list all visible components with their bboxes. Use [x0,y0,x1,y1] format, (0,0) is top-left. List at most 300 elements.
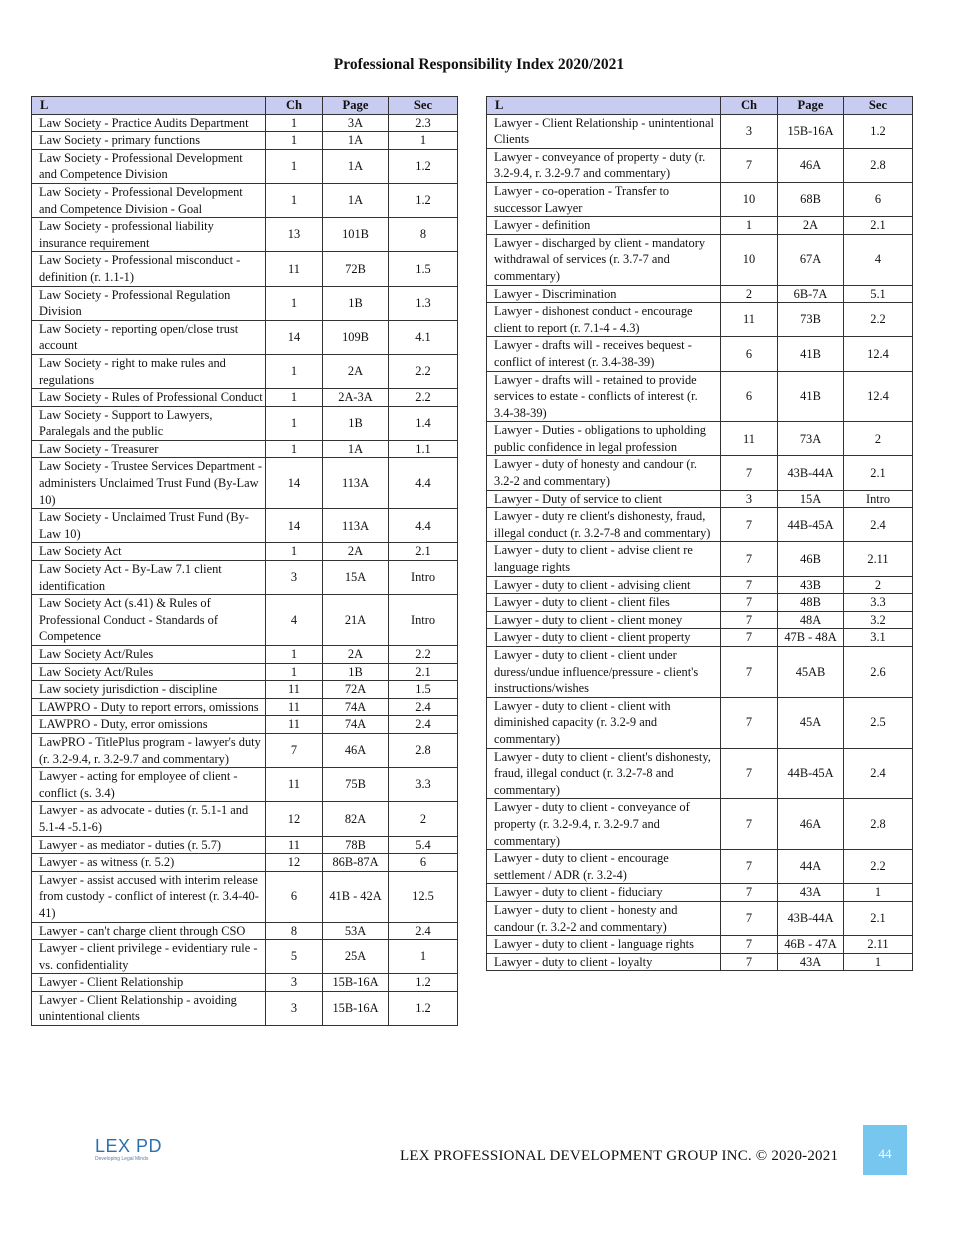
chapter-cell: 7 [721,629,778,647]
page-cell: 21A [323,595,389,646]
chapter-cell: 11 [266,681,323,699]
section-cell: 1 [844,953,913,971]
page-cell: 75B [323,768,389,802]
section-cell: 1.2 [389,974,458,992]
page-cell: 43B-44A [778,901,844,935]
table-row [487,182,913,216]
section-cell: 2.1 [844,217,913,235]
table-row [487,697,913,748]
page-cell: 2A [323,646,389,664]
section-cell: 2.2 [844,303,913,337]
section-cell: 2.1 [389,663,458,681]
table-row [32,871,458,922]
page-cell: 53A [323,922,389,940]
table-row [32,320,458,354]
chapter-cell: 1 [266,646,323,664]
chapter-cell: 10 [721,182,778,216]
index-entry: Lawyer - duty to client - conveyance of property (r. 3.2-9.4, r. 3.2-9.7 and commentary) [487,799,721,850]
chapter-cell: 14 [266,458,323,509]
page-cell: 1A [323,149,389,183]
index-table-right [486,96,913,971]
table-row [487,901,913,935]
index-entry: Law Society Act/Rules [32,646,266,664]
chapter-cell: 3 [266,974,323,992]
index-entry: Lawyer - duty to client - fiduciary [487,884,721,902]
page-cell: 41B [778,371,844,422]
section-cell: 1 [389,132,458,150]
column-header-page: Page [323,97,389,115]
page-cell: 109B [323,320,389,354]
table-row [487,114,913,148]
chapter-cell: 7 [721,542,778,576]
page-cell: 72A [323,681,389,699]
section-cell: 2.4 [844,748,913,799]
index-entry: Lawyer - duty to client - encourage settlement / ADR (r. 3.2-4) [487,850,721,884]
table-row [487,629,913,647]
section-cell: 2.11 [844,542,913,576]
table-row [32,132,458,150]
table-row [32,406,458,440]
index-entry: Lawyer - dishonest conduct - encourage client to report (r. 7.1-4 - 4.3) [487,303,721,337]
page-cell: 72B [323,252,389,286]
page-cell: 1B [323,406,389,440]
index-entry: Lawyer - can't charge client through CSO [32,922,266,940]
page-cell: 44A [778,850,844,884]
page-cell: 73A [778,422,844,456]
page-cell: 74A [323,716,389,734]
section-cell: 2.1 [844,901,913,935]
section-cell: 2.1 [389,543,458,561]
chapter-cell: 7 [721,884,778,902]
chapter-cell: 1 [721,217,778,235]
section-cell: Intro [389,561,458,595]
table-row [487,337,913,371]
page-cell: 2A [323,543,389,561]
table-row [32,836,458,854]
chapter-cell: 3 [721,114,778,148]
page-cell: 101B [323,218,389,252]
page-cell: 41B [778,337,844,371]
index-entry: Law Society Act [32,543,266,561]
page-cell: 46B - 47A [778,936,844,954]
section-cell: 1.5 [389,681,458,699]
table-row [32,974,458,992]
chapter-cell: 6 [266,871,323,922]
table-row [487,647,913,698]
index-entry: Lawyer - duty to client - advise client re language rights [487,542,721,576]
chapter-cell: 11 [266,698,323,716]
index-entry: Lawyer - Client Relationship - avoiding unintentional clients [32,991,266,1025]
section-cell: 2.8 [844,148,913,182]
page-cell: 43B-44A [778,456,844,490]
page-cell: 113A [323,458,389,509]
index-entry: Law Society - right to make rules and regulations [32,354,266,388]
chapter-cell: 7 [721,148,778,182]
index-entry: Law Society - Trustee Services Department - administers Unclaimed Trust Fund (By-Law 10) [32,458,266,509]
table-row [487,490,913,508]
table-row [487,611,913,629]
table-row [487,148,913,182]
index-entry: Lawyer - co-operation - Transfer to successor Lawyer [487,182,721,216]
table-row [32,354,458,388]
page-cell: 43B [778,576,844,594]
table-row [32,149,458,183]
section-cell: 2.8 [389,733,458,767]
section-cell: 1.4 [389,406,458,440]
chapter-cell: 7 [721,456,778,490]
table-row [32,940,458,974]
index-entry: LawPRO - TitlePlus program - lawyer's duty (r. 3.2-9.4, r. 3.2-9.7 and commentary) [32,733,266,767]
page-cell: 43A [778,884,844,902]
section-cell: 2.4 [389,698,458,716]
section-cell: 4.4 [389,458,458,509]
logo-tagline: Developing Legal Minds [95,1156,149,1162]
page-cell: 15B-16A [323,974,389,992]
index-entry: Law Society - Professional misconduct - definition (r. 1.1-1) [32,252,266,286]
table-row [32,252,458,286]
section-cell: 1.2 [389,183,458,217]
table-row [32,440,458,458]
index-entry: Lawyer - conveyance of property - duty (r. 3.2-9.4, r. 3.2-9.7 and commentary) [487,148,721,182]
page-cell: 46A [778,148,844,182]
chapter-cell: 1 [266,114,323,132]
index-entry: Lawyer - duty to client - honesty and candour (r. 3.2-2 and commentary) [487,901,721,935]
page-cell: 48A [778,611,844,629]
chapter-cell: 7 [721,901,778,935]
chapter-cell: 4 [266,595,323,646]
section-cell: 1 [844,884,913,902]
page-cell: 1A [323,183,389,217]
index-entry: Law Society - professional liability insurance requirement [32,218,266,252]
section-cell: 2.2 [844,850,913,884]
page-title: Professional Responsibility Index 2020/2021 [333,56,625,73]
index-entry: Law Society - Unclaimed Trust Fund (By-Law 10) [32,509,266,543]
table-row [32,698,458,716]
column-header-ch: Ch [721,97,778,115]
column-header-ch: Ch [266,97,323,115]
section-cell: 1.2 [389,149,458,183]
section-cell: 8 [389,218,458,252]
page-cell: 1A [323,440,389,458]
index-entry: Law Society - Treasurer [32,440,266,458]
index-entry: Law Society - Practice Audits Department [32,114,266,132]
page-cell: 45AB [778,647,844,698]
chapter-cell: 6 [721,337,778,371]
chapter-cell: 7 [721,936,778,954]
chapter-cell: 14 [266,320,323,354]
chapter-cell: 7 [721,611,778,629]
column-header-sec: Sec [389,97,458,115]
table-row [487,799,913,850]
table-row [32,681,458,699]
table-row [487,285,913,303]
index-entry: LAWPRO - Duty to report errors, omissions [32,698,266,716]
table-row [487,508,913,542]
chapter-cell: 1 [266,286,323,320]
index-entry: Lawyer - as witness (r. 5.2) [32,854,266,872]
column-header-entry: L [487,97,721,115]
table-row [32,854,458,872]
chapter-cell: 12 [266,854,323,872]
table-row [487,217,913,235]
index-entry: Law Society - reporting open/close trust account [32,320,266,354]
page-cell: 25A [323,940,389,974]
chapter-cell: 2 [721,285,778,303]
index-entry: Lawyer - duty re client's dishonesty, fraud, illegal conduct (r. 3.2-7-8 and commentary) [487,508,721,542]
section-cell: 3.3 [389,768,458,802]
chapter-cell: 1 [266,389,323,407]
chapter-cell: 6 [721,371,778,422]
chapter-cell: 11 [721,303,778,337]
table-row [487,234,913,285]
table-row [32,768,458,802]
index-entry: Lawyer - duty to client - client with diminished capacity (r. 3.2-9 and commentary) [487,697,721,748]
index-entry: Lawyer - duty to client - loyalty [487,953,721,971]
column-header-entry: L [32,97,266,115]
section-cell: 6 [844,182,913,216]
page-cell: 78B [323,836,389,854]
table-row [32,561,458,595]
page-cell: 43A [778,953,844,971]
chapter-cell: 7 [721,850,778,884]
chapter-cell: 3 [721,490,778,508]
chapter-cell: 1 [266,663,323,681]
page-cell: 1A [323,132,389,150]
index-entry: Lawyer - definition [487,217,721,235]
section-cell: 2.2 [389,389,458,407]
section-cell: 1.5 [389,252,458,286]
table-row [487,371,913,422]
index-entry: Law Society - Professional Regulation Division [32,286,266,320]
chapter-cell: 7 [721,576,778,594]
section-cell: 1.2 [389,991,458,1025]
section-cell: 4 [844,234,913,285]
table-row [487,936,913,954]
index-entry: Lawyer - duty to client - client property [487,629,721,647]
section-cell: 1 [389,940,458,974]
table-row [32,389,458,407]
table-row [32,595,458,646]
section-cell: 2.1 [844,456,913,490]
table-header-row [32,97,458,115]
table-row [487,748,913,799]
page-cell: 3A [323,114,389,132]
table-row [32,716,458,734]
section-cell: 3.3 [844,594,913,612]
chapter-cell: 14 [266,509,323,543]
chapter-cell: 7 [721,594,778,612]
chapter-cell: 11 [266,768,323,802]
table-row [32,543,458,561]
chapter-cell: 1 [266,406,323,440]
table-row [487,303,913,337]
page-cell: 82A [323,802,389,836]
page-cell: 73B [778,303,844,337]
page-cell: 74A [323,698,389,716]
index-entry: Lawyer - discharged by client - mandatory withdrawal of services (r. 3.7-7 and commentary) [487,234,721,285]
index-entry: Lawyer - client privilege - evidentiary rule - vs. confidentiality [32,940,266,974]
index-entry: Law society jurisdiction - discipline [32,681,266,699]
table-row [487,542,913,576]
index-entry: Lawyer - acting for employee of client - conflict (s. 3.4) [32,768,266,802]
index-entry: Law Society - primary functions [32,132,266,150]
page-cell: 48B [778,594,844,612]
table-row [32,646,458,664]
index-entry: Lawyer - Duties - obligations to upholding public confidence in legal profession [487,422,721,456]
section-cell: 6 [389,854,458,872]
section-cell: 12.4 [844,337,913,371]
chapter-cell: 8 [266,922,323,940]
page-cell: 45A [778,697,844,748]
section-cell: 5.1 [844,285,913,303]
page-cell: 2A-3A [323,389,389,407]
table-row [32,733,458,767]
section-cell: 2.4 [389,716,458,734]
table-row [487,953,913,971]
chapter-cell: 1 [266,149,323,183]
chapter-cell: 12 [266,802,323,836]
table-row [32,458,458,509]
table-row [487,850,913,884]
index-entry: Law Society - Support to Lawyers, Paralegals and the public [32,406,266,440]
section-cell: 2.2 [389,646,458,664]
logo-text: LEX PD [95,1136,163,1156]
table-row [32,183,458,217]
index-entry: Lawyer - duty to client - client files [487,594,721,612]
table-row [32,991,458,1025]
index-entry: Law Society - Professional Development and Competence Division [32,149,266,183]
section-cell: Intro [844,490,913,508]
section-cell: 2.3 [389,114,458,132]
page-cell: 15A [323,561,389,595]
table-row [487,884,913,902]
index-entry: Lawyer - as advocate - duties (r. 5.1-1 and 5.1-4 -5.1-6) [32,802,266,836]
section-cell: 12.4 [844,371,913,422]
page-cell: 1B [323,663,389,681]
page-number: 44 [863,1125,907,1175]
table-row [487,594,913,612]
page-cell: 46A [778,799,844,850]
page-cell: 113A [323,509,389,543]
page-cell: 15B-16A [323,991,389,1025]
chapter-cell: 11 [721,422,778,456]
chapter-cell: 11 [266,716,323,734]
table-row [32,509,458,543]
section-cell: 3.2 [844,611,913,629]
index-entry: Lawyer - drafts will - receives bequest - conflict of interest (r. 3.4-38-39) [487,337,721,371]
section-cell: 2.8 [844,799,913,850]
page-cell: 67A [778,234,844,285]
section-cell: 12.5 [389,871,458,922]
index-entry: Lawyer - Duty of service to client [487,490,721,508]
table-row [32,922,458,940]
section-cell: 2.5 [844,697,913,748]
chapter-cell: 7 [266,733,323,767]
section-cell: 2 [844,422,913,456]
chapter-cell: 13 [266,218,323,252]
page-cell: 6B-7A [778,285,844,303]
section-cell: 2 [389,802,458,836]
section-cell: 2 [844,576,913,594]
chapter-cell: 3 [266,561,323,595]
chapter-cell: 3 [266,991,323,1025]
chapter-cell: 11 [266,252,323,286]
table-row [487,456,913,490]
index-entry: Lawyer - as mediator - duties (r. 5.7) [32,836,266,854]
chapter-cell: 7 [721,647,778,698]
index-entry: Lawyer - duty to client - language rights [487,936,721,954]
page-cell: 44B-45A [778,748,844,799]
chapter-cell: 1 [266,354,323,388]
section-cell: 2.11 [844,936,913,954]
index-entry: Lawyer - duty to client - advising client [487,576,721,594]
index-entry: Lawyer - duty of honesty and candour (r. 3.2-2 and commentary) [487,456,721,490]
page-cell: 1B [323,286,389,320]
chapter-cell: 1 [266,183,323,217]
index-entry: Law Society Act - By-Law 7.1 client identification [32,561,266,595]
page-cell: 15A [778,490,844,508]
chapter-cell: 1 [266,132,323,150]
index-entry: Lawyer - duty to client - client's dishonesty, fraud, illegal conduct (r. 3.2-7-8 and commentary) [487,748,721,799]
table-row [32,286,458,320]
column-header-page: Page [778,97,844,115]
section-cell: Intro [389,595,458,646]
section-cell: 2.4 [844,508,913,542]
index-entry: LAWPRO - Duty, error omissions [32,716,266,734]
page-cell: 44B-45A [778,508,844,542]
chapter-cell: 7 [721,953,778,971]
index-entry: Lawyer - Client Relationship - unintentional Clients [487,114,721,148]
index-entry: Lawyer - drafts will - retained to provide services to estate - conflicts of interest (r. 3.4-38-39) [487,371,721,422]
page-cell: 68B [778,182,844,216]
page-cell: 41B - 42A [323,871,389,922]
index-table-left [31,96,458,1026]
page-cell: 15B-16A [778,114,844,148]
section-cell: 1.2 [844,114,913,148]
index-entry: Law Society Act/Rules [32,663,266,681]
index-entry: Lawyer - duty to client - client money [487,611,721,629]
page-cell: 47B - 48A [778,629,844,647]
section-cell: 4.4 [389,509,458,543]
index-entry: Lawyer - assist accused with interim release from custody - conflict of interest (r. 3.4-40-41) [32,871,266,922]
table-header-row [487,97,913,115]
page-cell: 46A [323,733,389,767]
page-cell: 86B-87A [323,854,389,872]
chapter-cell: 1 [266,440,323,458]
chapter-cell: 1 [266,543,323,561]
index-entry: Lawyer - Client Relationship [32,974,266,992]
table-row [32,802,458,836]
page-cell: 2A [323,354,389,388]
chapter-cell: 11 [266,836,323,854]
page-cell: 46B [778,542,844,576]
chapter-cell: 7 [721,748,778,799]
index-entry: Law Society - Professional Development and Competence Division - Goal [32,183,266,217]
table-row [487,576,913,594]
section-cell: 2.6 [844,647,913,698]
index-entry: Lawyer - Discrimination [487,285,721,303]
footer-copyright: LEX PROFESSIONAL DEVELOPMENT GROUP INC. © 2020-2021 [400,1148,839,1164]
index-entry: Law Society Act (s.41) & Rules of Professional Conduct - Standards of Competence [32,595,266,646]
company-logo [95,1136,167,1166]
index-entry: Law Society - Rules of Professional Conduct [32,389,266,407]
table-row [32,114,458,132]
column-header-sec: Sec [844,97,913,115]
table-row [487,422,913,456]
table-row [32,663,458,681]
chapter-cell: 7 [721,799,778,850]
chapter-cell: 5 [266,940,323,974]
